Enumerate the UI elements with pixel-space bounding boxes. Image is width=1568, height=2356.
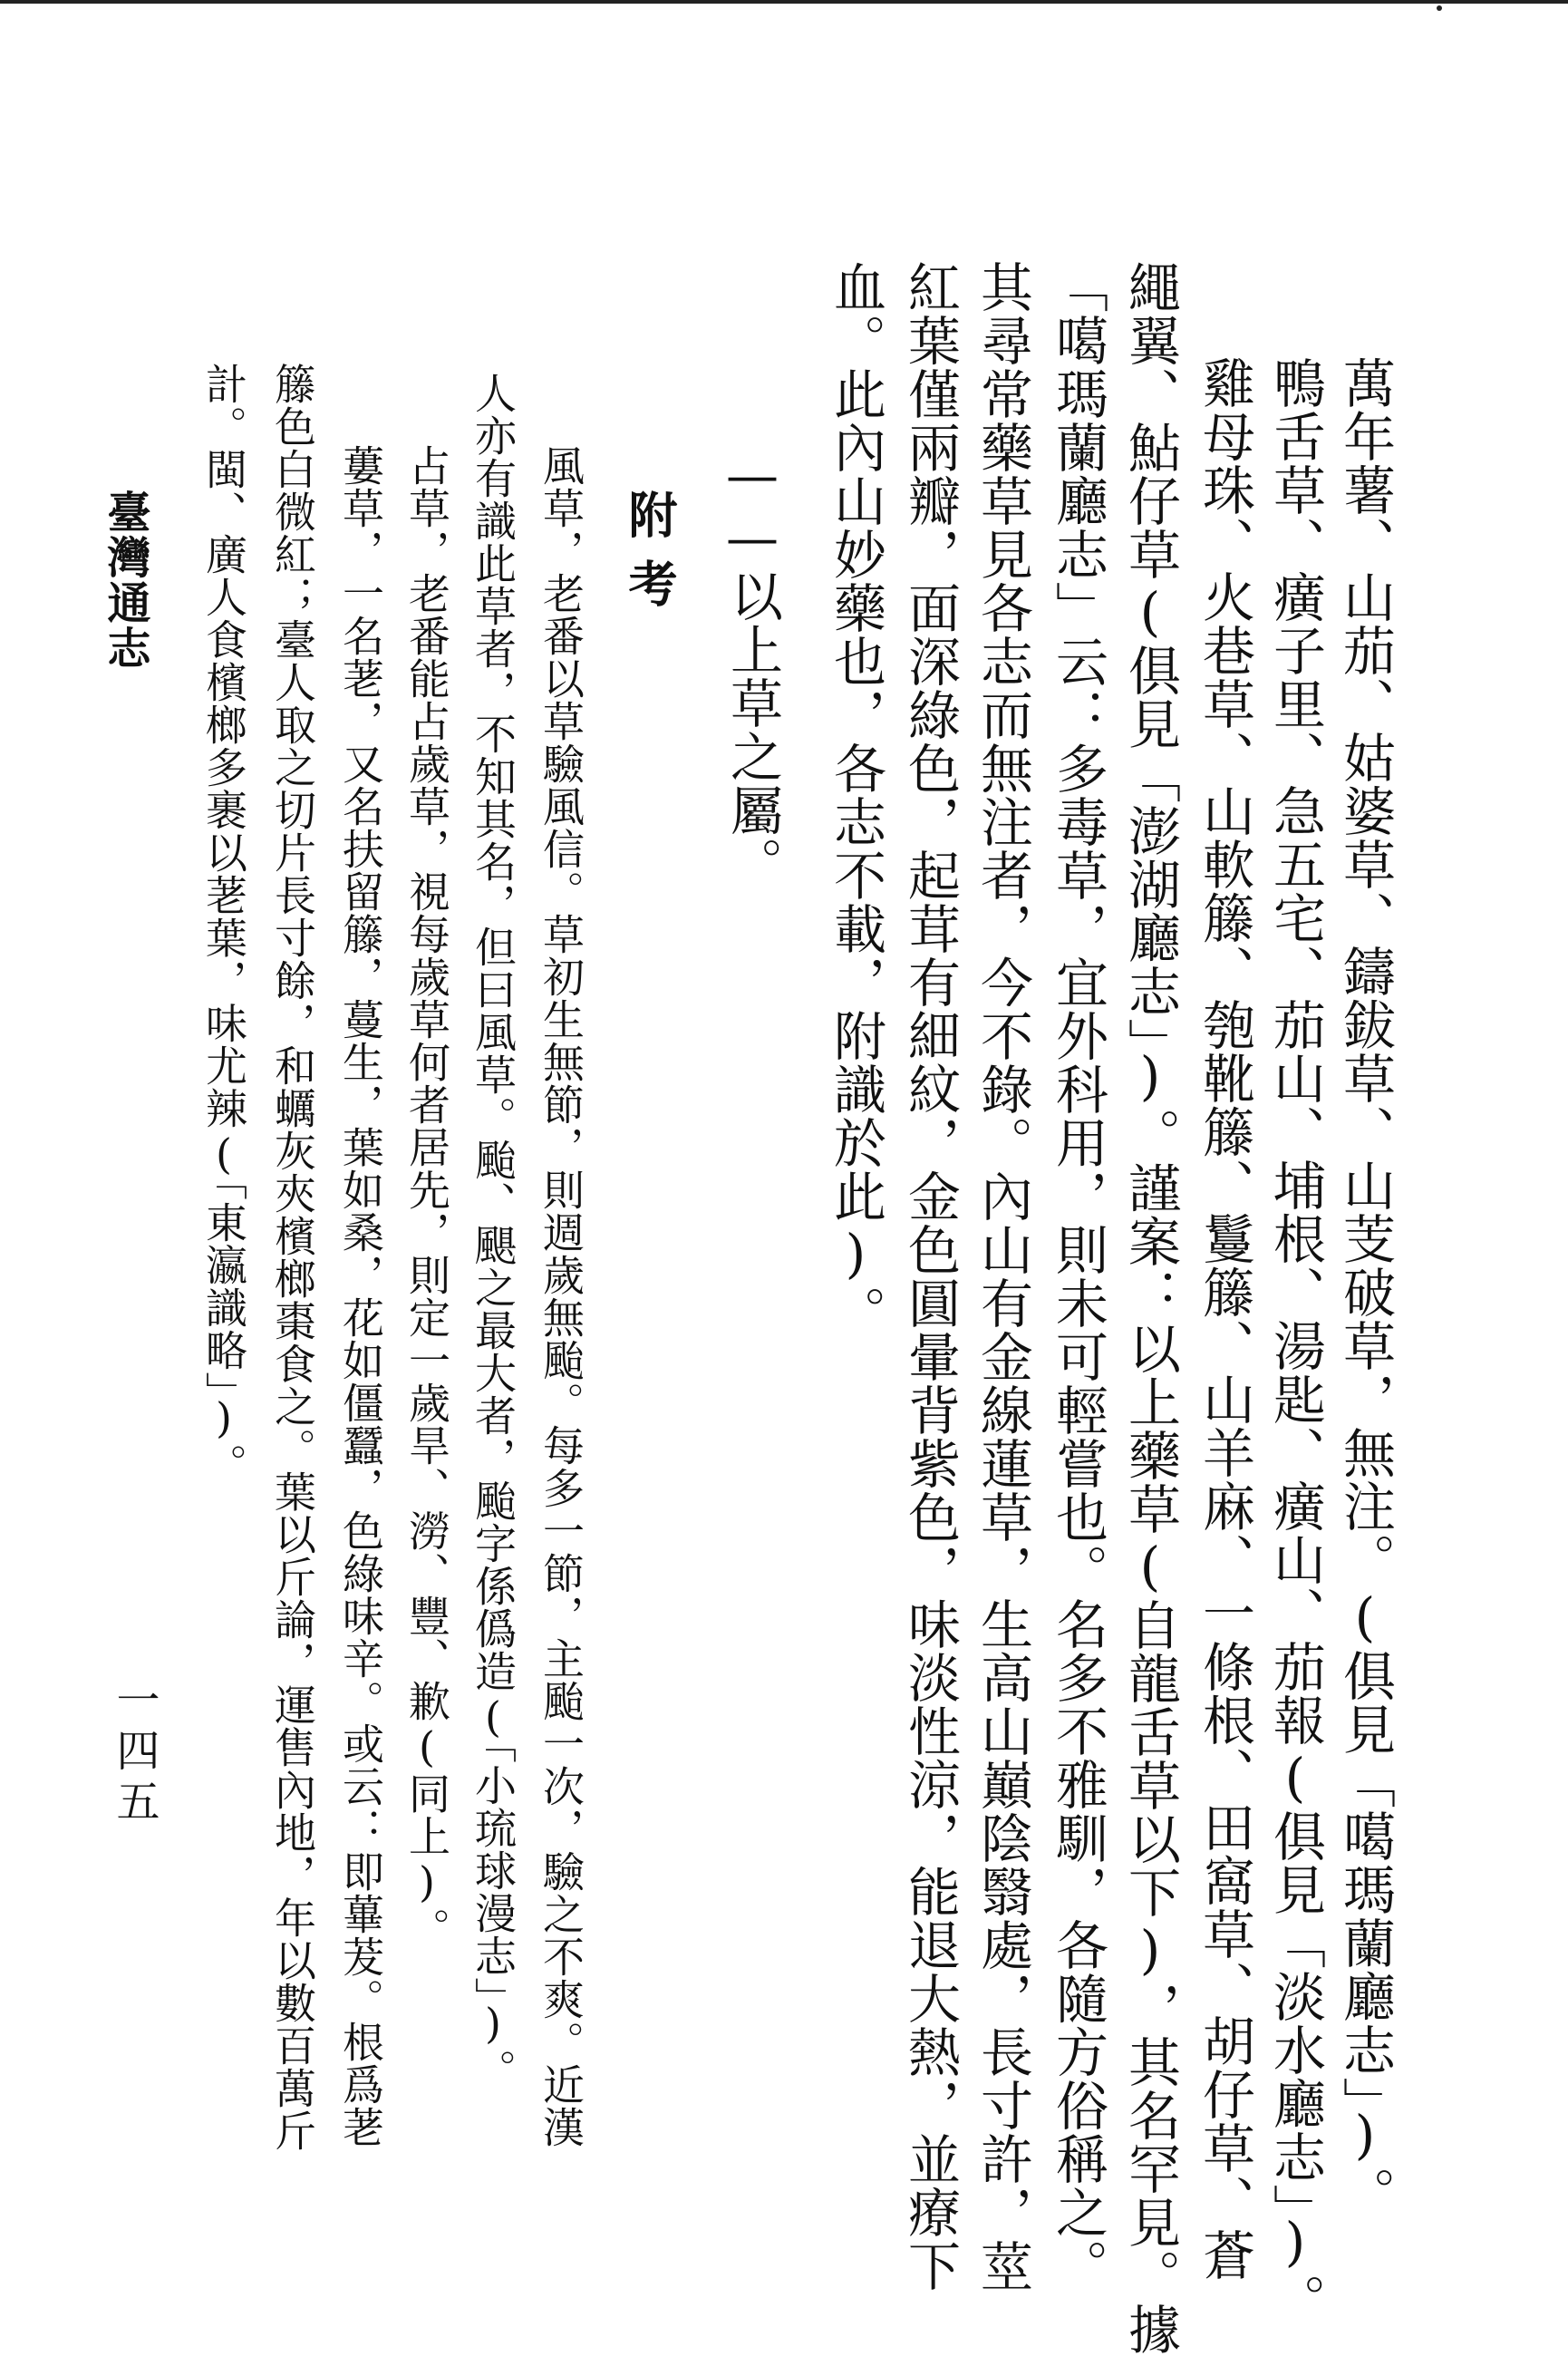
main-text-column-7: 紅葉僅兩瓣，面深綠色，起茸有細紋，金色圓暈背紫色，味淡性涼，能退大熱，並療下: [899, 260, 961, 2293]
main-text-column-5: 「噶瑪蘭廳志」云：多毒草，宜外科用，則未可輕嘗也。名多不雅馴，各隨方俗稱之。: [1047, 260, 1108, 2293]
main-text-column-1: 萬年薯、山茄、姑婆草、鑄鈸草、山芰破草，無注。(俱見「噶瑪蘭廳志」)。: [1334, 356, 1396, 2220]
main-text-column-6: 其尋常藥草見各志而無注者，今不錄。內山有金線蓮草，生高山巔陰翳處，長寸許，莖: [972, 260, 1033, 2293]
appendix-note-column-2: 人亦有識此草者，不知其名，但曰風草。颱、颶之最大者，颱字係僞造(「小琉球漫志」)。: [469, 372, 518, 2091]
section-closing-line: ——以上草之屬。: [721, 444, 783, 890]
top-border-line: [0, 0, 1568, 4]
main-text-column-2: 鴨舌草、癀子里、急五宅、茄山、埔根、湯匙、癀山、茄報(俱見「淡水廳志」)。: [1264, 356, 1326, 2327]
book-title: 臺灣通志: [100, 490, 150, 671]
main-text-column-4: 繩翼、鮎仔草(俱見「澎湖廳志」)。謹案：以上藥草(自龍舌草以下)，其名罕見。據: [1119, 260, 1181, 2356]
page-number: 一四五: [109, 1677, 160, 1829]
main-text-column-8: 血。此內山妙藥也，各志不載，附識於此)。: [825, 260, 886, 1339]
appendix-note-column-1: 風草，老番以草驗風信。草初生無節，則週歲無颱。每多一節，主颱一次，驗之不爽。近漢: [537, 444, 586, 2148]
appendix-note-column-6: 計。閩、廣人食檳榔多裹以荖葉，味尤辣(「東瀛識略」)。: [199, 363, 248, 1486]
appendix-note-column-3: 占草，老番能占歲草，視每歲草何者居先，則定一歲旱、澇、豐、歉(同上)。: [402, 444, 451, 1950]
scan-speck: [1437, 5, 1442, 11]
appendix-note-column-5: 籐色白微紅；臺人取之切片長寸餘，和蠣灰夾檳榔棗食之。葉以斤論，運售內地，年以數百萬斤: [268, 363, 317, 2152]
main-text-column-3: 雞母珠、火巷草、山軟籐、匏靴籐、鬘籐、山羊麻、一條根、田窩草、胡仔草、蒼: [1194, 356, 1255, 2282]
appendix-heading: 附考: [621, 490, 679, 627]
appendix-note-column-4: 蔞草，一名荖，又名扶留籐，蔓生，葉如桑，花如僵蠶，色綠味辛。或云：即蓽茇。根爲荖: [336, 444, 385, 2148]
